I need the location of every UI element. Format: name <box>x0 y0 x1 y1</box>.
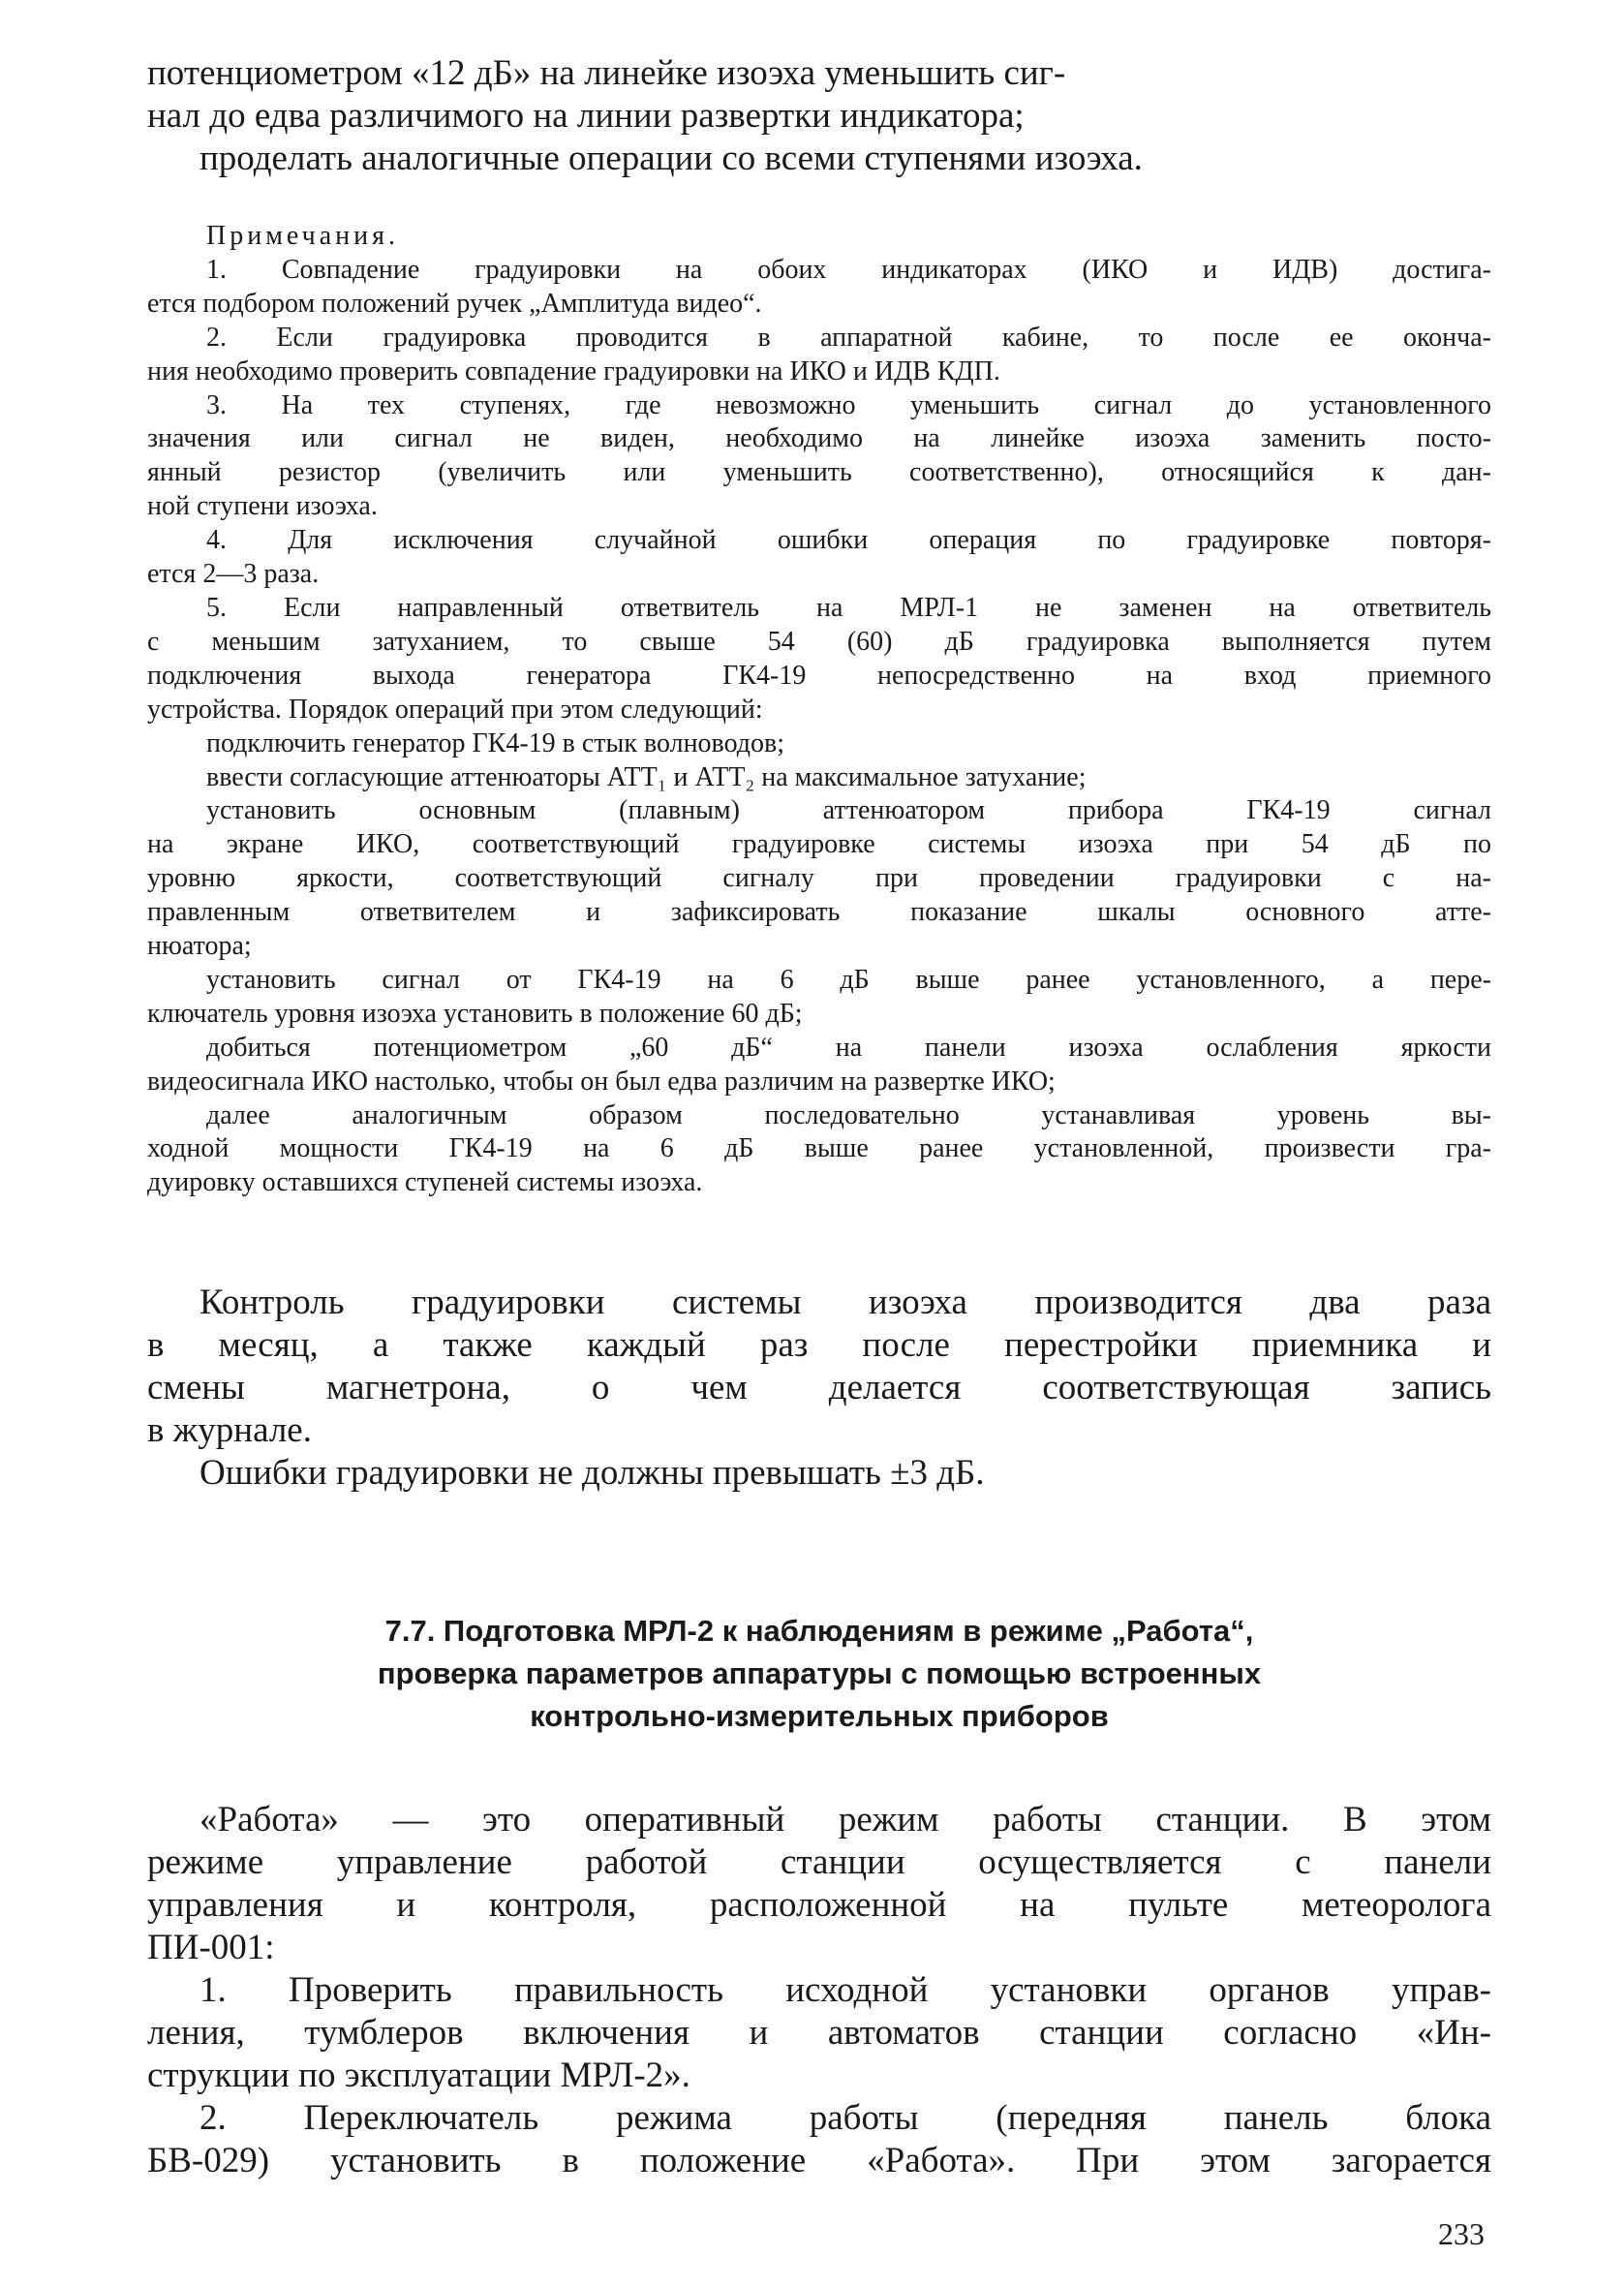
text-block-top <box>147 52 1491 180</box>
text-line: проделать аналогичные операции со всеми ступенями изоэха. <box>199 139 1143 178</box>
text-line: установить сигнал от ГК4-19 на 6 дБ выше ранее установленного, а пере- <box>206 964 1491 995</box>
text-line: подключения выхода генератора ГК4-19 непосредственно на вход приемного <box>147 660 1491 691</box>
text-line: на экране ИКО, соответствующий градуировке системы изоэха при 54 дБ по <box>147 829 1491 860</box>
text-line: уровню яркости, соответствующий сигналу при проведении градуировки с на- <box>147 863 1491 894</box>
text-line: ется подбором положений ручек „Амплитуда видео“. <box>147 288 762 319</box>
text-line: ния необходимо проверить совпадение градуировки на ИКО и ИДВ КДП. <box>147 356 1000 386</box>
notes-title: Примечания. <box>206 221 400 251</box>
text-line: 4. Для исключения случайной ошибки операция по градуировке повторя- <box>206 525 1491 556</box>
text-line: управления и контроля, расположенной на пульте метеоролога <box>147 1885 1491 1925</box>
text-line: янный резистор (увеличить или уменьшить соответственно), относящийся к дан- <box>147 457 1491 488</box>
text-line: далее аналогичным образом последовательно устанавливая уровень вы- <box>206 1099 1491 1130</box>
text-line: 2. Переключатель режима работы (передняя панель блока <box>199 2098 1491 2138</box>
text-line: нюатора; <box>147 931 252 962</box>
text-line: 1. Проверить правильность исходной установки органов управ- <box>199 1970 1491 2010</box>
text-line: с меньшим затуханием, то свыше 54 (60) дБ градуировка выполняется путем <box>147 626 1491 657</box>
notes-block <box>147 220 1491 1200</box>
text-line: правленным ответвителем и зафиксировать показание шкалы основного атте- <box>147 897 1491 928</box>
text-line: значения или сигнал не виден, необходимо на линейке изоэха заменить посто- <box>147 423 1491 454</box>
text-line: ПИ-001: <box>147 1928 275 1967</box>
text-line: дуировку оставшихся ступеней системы изоэха. <box>147 1167 703 1198</box>
text-line: ется 2—3 раза. <box>147 559 320 590</box>
text-line: смены магнетрона, о чем делается соответствующая запись <box>147 1368 1491 1407</box>
calibration-control-paragraph <box>147 1282 1491 1495</box>
text-line: ной ступени изоэха. <box>147 491 378 522</box>
text-line: ввести согласующие аттенюаторы АТТ₁ и АТТ₂ на максимальное затухание; <box>206 761 1087 792</box>
page-number: 233 <box>1438 2216 1485 2251</box>
text-line: в месяц, а также каждый раз после перестройки приемника и <box>147 1325 1491 1365</box>
text-line: БВ-029) установить в положение «Работа». При этом загорается <box>147 2141 1491 2180</box>
text-line: в журнале. <box>147 1410 312 1450</box>
text-line: режиме управление работой станции осуществляется с панели <box>147 1842 1491 1882</box>
text-line: Контроль градуировки системы изоэха производится два раза <box>199 1283 1491 1322</box>
text-line: «Работа» — это оперативный режим работы станции. В этом <box>199 1800 1491 1840</box>
heading-line: проверка параметров аппаратуры с помощью встроенных <box>377 1656 1262 1690</box>
text-line: ключатель уровня изоэха установить в положение 60 дБ; <box>147 998 803 1029</box>
text-line: видеосигнала ИКО настолько, чтобы он был едва различим на развертке ИКО; <box>147 1066 1056 1097</box>
text-line: 1. Совпадение градуировки на обоих индикаторах (ИКО и ИДВ) достига- <box>206 254 1491 285</box>
text-line: 3. На тех ступенях, где невозможно уменьшить сигнал до установленного <box>206 389 1491 420</box>
text-line: Ошибки градуировки не должны превышать ±3 дБ. <box>199 1453 985 1493</box>
work-mode-section <box>147 1799 1491 2182</box>
text-line: ления, тумблеров включения и автоматов станции согласно «Ин- <box>147 2013 1491 2053</box>
heading-line: контрольно-измерительных приборов <box>530 1699 1109 1733</box>
text-line: устройства. Порядок операций при этом следующий: <box>147 694 763 725</box>
text-line: подключить генератор ГК4-19 в стык волноводов; <box>206 727 785 758</box>
text-line: ходной мощности ГК4-19 на 6 дБ выше ранее установленной, произвести гра- <box>147 1133 1491 1164</box>
text-line: 2. Если градуировка проводится в аппаратной кабине, то после ее оконча- <box>206 322 1491 353</box>
heading-line: 7.7. Подготовка МРЛ-2 к наблюдениям в режиме „Работа“, <box>384 1614 1254 1648</box>
section-heading <box>147 1610 1491 1738</box>
text-line: установить основным (плавным) аттенюатором прибора ГК4-19 сигнал <box>206 795 1491 826</box>
text-line: 5. Если направленный ответвитель на МРЛ-1 не заменен на ответвитель <box>206 592 1491 623</box>
text-line: добиться потенциометром „60 дБ“ на панели изоэха ослабления яркости <box>206 1032 1491 1063</box>
text-line: потенциометром «12 дБ» на линейке изоэха уменьшить сиг- <box>147 53 1066 93</box>
text-line: струкции по эксплуатации МРЛ-2». <box>147 2056 690 2095</box>
text-line: нал до едва различимого на линии развертки индикатора; <box>147 96 1025 136</box>
